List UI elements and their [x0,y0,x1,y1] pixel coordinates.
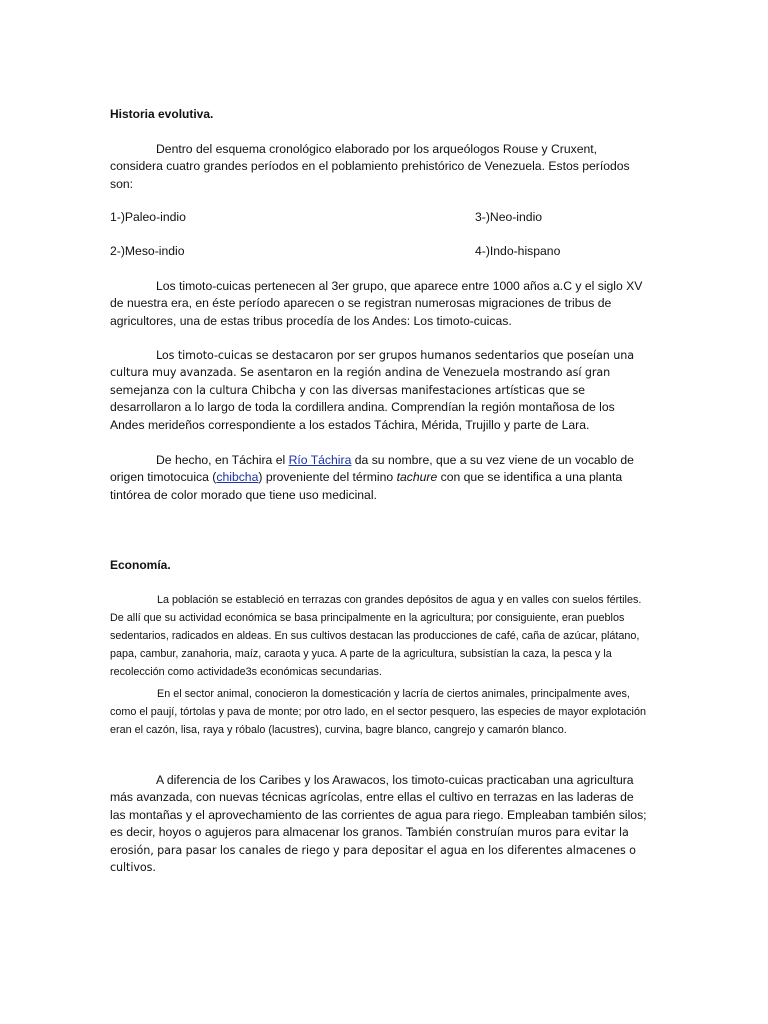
section-heading-historia: Historia evolutiva. [110,107,214,121]
chibcha-link[interactable]: chibcha [216,470,259,485]
plain-text: A diferencia de los Caribes y los Arawacos, los timoto-cuicas practicaban una agricultura más avanzada, con nuevas técnicas agrícolas, entre ellas el cultivo en terrazas en las laderas de las montañas y el aprovechamiento de las corrientes de agua para riego. Empleaban también silos; es decir, hoyos o agujeros para almacenar los granos. [110,773,647,840]
paragraph-timoto-culture [110,347,650,434]
paragraph-timoto-group: Los timoto-cuicas pertenecen al 3er grupo, que aparece entre 1000 años a.C y el siglo XV de nuestra era, en éste período aparecen o se registran numerosas migraciones de tribus de agricultores, una de estas tribus procedía de los Andes: Los timoto-cuicas. [110,279,643,328]
rio-tachira-link[interactable]: Río Táchira [288,453,352,467]
paragraph-intro: Dentro del esquema cronológico elaborado por los arqueólogos Rouse y Cruxent, considera cuatro grandes períodos en el poblamiento prehistórico de Venezuela. Estos períodos son: [110,142,630,191]
term-tachure: tachure [396,470,438,485]
period-item: 2-)Meso-indio [110,244,185,258]
text-fragment: da su nombre, que a su vez viene de un vocablo de origen timotocuica ( [110,453,634,485]
text-fragment: ) proveniente del término [258,470,397,485]
paragraph-sector-animal: En el sector animal, conocieron la domesticación y lacría de ciertos animales, principalmente aves, como el paují, tórtolas y pava de monte; por otro lado, en el sector pesquero, las especies de mayor explotación eran el cazón, lisa, raya y róbalo (lacustres), curvina, bagre blanco, cangrejo y camarón blanco. [110,688,646,736]
period-item: 4-)Indo-hispano [475,244,561,258]
paragraph-poblacion: La población se estableció en terrazas con grandes depósitos de agua y en valles con suelos fértiles. De allí que su actividad económica se basa principalmente en la agricultura; por consiguiente, eran pueblos sedentarios, radicados en aldeas. En sus cultivos destacan las producciones de café, caña de azúcar, plátano, papa, cambur, zanahoria, maíz, caraota y yuca. A parte de la agricultura, subsistían la caza, la pesca y la recolección como actividade3s económicas secundarias. [110,594,642,678]
comic-text: También construían muros para evitar la erosión, para pasar los canales de riego y para depositar el agua en los diferentes almacenes o cultivos. [110,826,636,875]
period-item: 3-)Neo-indio [475,210,543,224]
period-item: 1-)Paleo-indio [110,210,186,224]
comic-text: Los timoto-cuicas se destacaron por ser grupos humanos sedentarios que poseían una cultura muy avanzada. Se asentaron en la región andina de Venezuela mostrando así gran semejanza con la cultura Chibcha y con las diversas manifestaciones artísticas que se [110,349,634,397]
text-fragment: De hecho, en Táchira el [156,453,289,467]
paragraph-tachira [110,452,650,504]
text-fragment: con que se identifica a una planta tintórea de color morado que tiene uso medicinal. [110,470,623,502]
paragraph-agricultura [110,772,650,876]
plain-text: desarrollaron a lo largo de toda la cordillera andina. Comprendían la región montañosa de los Andes merideños correspondiente a los estados Táchira, Mérida, Trujillo y parte de Lara. [110,400,615,432]
section-heading-economia: Economía. [110,558,171,572]
